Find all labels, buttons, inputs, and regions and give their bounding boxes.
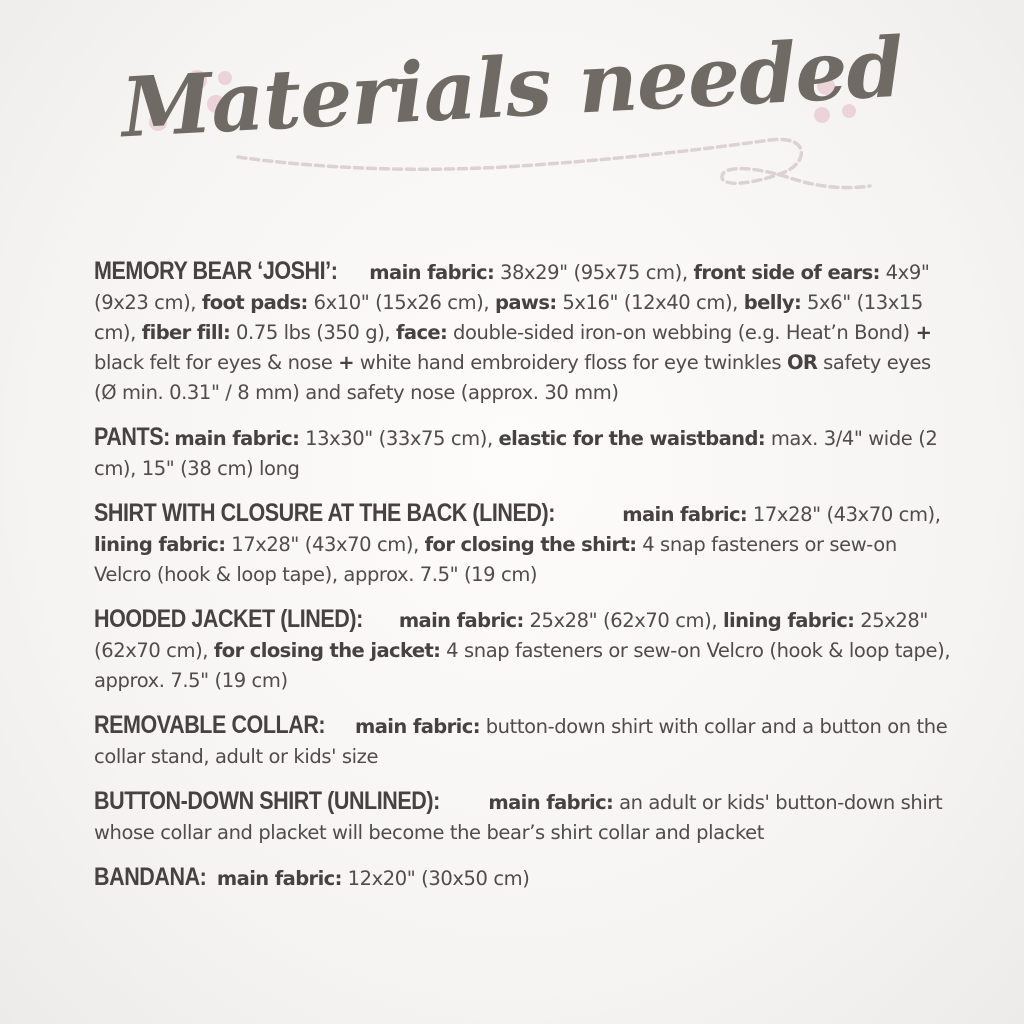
section-heading: PANTS: xyxy=(94,423,170,451)
material-section xyxy=(94,862,954,894)
material-label: for closing the shirt: xyxy=(424,533,637,556)
material-label: main fabric: xyxy=(355,715,480,738)
material-label: OR xyxy=(786,351,818,374)
material-value: 13x30" (33x75 cm), xyxy=(299,427,499,450)
material-value: an adult or kids' button-down shirt whose collar and placket will become the bear’s shirt collar and placket xyxy=(94,791,943,844)
material-section xyxy=(94,786,954,848)
material-value: black felt for eyes & nose xyxy=(94,351,339,374)
header xyxy=(0,0,1024,210)
material-label: lining fabric: xyxy=(722,609,855,632)
material-value: max. 3/4" wide (2 cm), 15" (38 cm) long xyxy=(94,427,938,480)
material-label: for closing the jacket: xyxy=(213,639,441,662)
material-value: 25x28" (62x70 cm), xyxy=(523,609,723,632)
material-value: double-sided iron-on webbing (e.g. Heat’n Bond) xyxy=(447,321,916,344)
material-value: white hand embroidery floss for eye twinkles xyxy=(353,351,787,374)
material-label: lining fabric: xyxy=(94,533,226,556)
material-value: 5x6" (13x15 cm), xyxy=(94,291,923,344)
materials-list xyxy=(94,256,954,908)
material-value: 38x29" (95x75 cm), xyxy=(494,261,694,284)
material-value: 17x28" (43x70 cm), xyxy=(225,533,425,556)
material-value: safety eyes (Ø min. 0.31" / 8 mm) and safety nose (approx. 30 mm) xyxy=(94,351,931,404)
material-label: paws: xyxy=(495,291,557,314)
section-heading: REMOVABLE COLLAR: xyxy=(94,711,326,739)
material-value: 17x28" (43x70 cm), xyxy=(747,503,941,526)
section-heading: MEMORY BEAR ‘JOSHI’: xyxy=(94,257,338,285)
material-label: belly: xyxy=(743,291,802,314)
material-value: button-down shirt with collar and a button on the collar stand, adult or kids' size xyxy=(94,715,948,768)
material-label: foot pads: xyxy=(201,291,308,314)
material-section xyxy=(94,422,954,484)
material-label: main fabric: xyxy=(488,791,614,814)
material-label: + xyxy=(338,351,354,374)
material-label: fiber fill: xyxy=(141,321,231,344)
material-section xyxy=(94,256,954,408)
stitch-line xyxy=(238,139,870,187)
material-value: 0.75 lbs (350 g), xyxy=(230,321,397,344)
material-section xyxy=(94,710,954,772)
material-value: 4 snap fasteners or sew-on Velcro (hook & loop tape), approx. 7.5" (19 cm) xyxy=(94,639,951,692)
material-label: main fabric: xyxy=(622,503,748,526)
material-label: main fabric: xyxy=(369,261,495,284)
section-heading: SHIRT WITH CLOSURE AT THE BACK (LINED): xyxy=(94,499,555,527)
material-value: 5x16" (12x40 cm), xyxy=(556,291,744,314)
page-title: Materials needed xyxy=(118,19,906,157)
material-value: 6x10" (15x26 cm), xyxy=(307,291,495,314)
material-label: elastic for the waistband: xyxy=(498,427,766,450)
material-label: front side of ears: xyxy=(693,261,880,284)
material-value: 4x9" (9x23 cm), xyxy=(94,261,930,314)
material-section xyxy=(94,498,954,590)
material-label: face: xyxy=(396,321,448,344)
material-label: + xyxy=(915,321,932,344)
section-heading: HOODED JACKET (LINED): xyxy=(94,605,363,633)
material-label: main fabric: xyxy=(174,427,300,450)
material-value: 12x20" (30x50 cm) xyxy=(341,867,530,890)
material-label: main fabric: xyxy=(216,867,342,890)
material-value: 25x28" (62x70 cm), xyxy=(94,609,928,662)
section-heading: BUTTON-DOWN SHIRT (UNLINED): xyxy=(94,787,440,815)
material-label: main fabric: xyxy=(398,609,524,632)
material-section xyxy=(94,604,954,696)
section-heading: BANDANA: xyxy=(94,863,207,891)
material-value: 4 snap fasteners or sew-on Velcro (hook & loop tape), approx. 7.5" (19 cm) xyxy=(94,533,897,586)
